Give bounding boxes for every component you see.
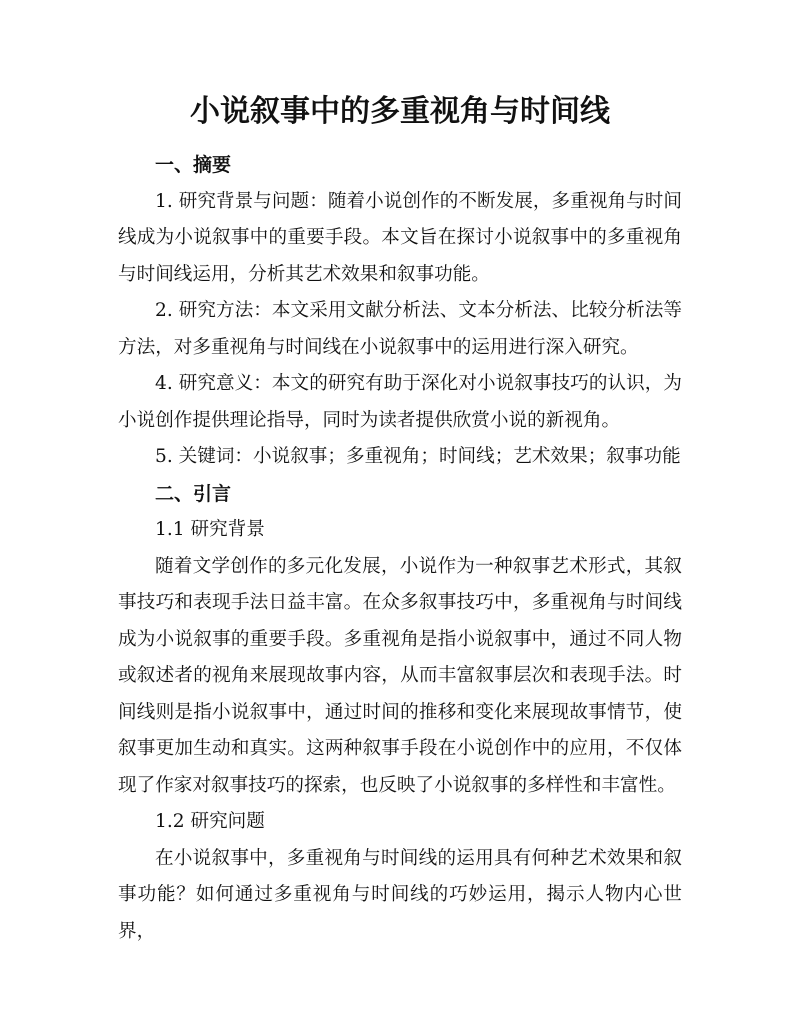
document-body — [118, 147, 682, 950]
abstract-item-background: 1. 研究背景与问题：随着小说创作的不断发展，多重视角与时间线成为小说叙事中的重要手段。本文旨在探讨小说叙事中的多重视角与时间线运用，分析其艺术效果和叙事功能。 — [118, 190, 682, 285]
subsection-heading-question: 1.2 研究问题 — [155, 811, 265, 832]
intro-paragraph-question: 在小说叙事中，多重视角与时间线的运用具有何种艺术效果和叙事功能？如何通过多重视角与时间线的巧妙运用，揭示人物内心世界， — [118, 847, 682, 942]
abstract-item-method: 2. 研究方法：本文采用文献分析法、文本分析法、比较分析法等方法，对多重视角与时间线在小说叙事中的运用进行深入研究。 — [118, 300, 682, 358]
abstract-item-keywords: 5. 关键词：小说叙事；多重视角；时间线；艺术效果；叙事功能 — [155, 446, 681, 467]
intro-paragraph-background: 随着文学创作的多元化发展，小说作为一种叙事艺术形式，其叙事技巧和表现手法日益丰富。在众多叙事技巧中，多重视角与时间线成为小说叙事的重要手段。多重视角是指小说叙事中，通过不同人物或叙述者的视角来展现故事内容，从而丰富叙事层次和表现手法。时间线则是指小说叙事中，通过时间的推移和变化来展现故事情节，使叙事更加生动和真实。这两种叙事手段在小说创作中的应用，不仅体现了作家对叙事技巧的探索，也反映了小说叙事的多样性和丰富性。 — [118, 555, 682, 796]
document-title: 小说叙事中的多重视角与时间线 — [190, 94, 610, 129]
section-heading-intro: 二、引言 — [155, 482, 232, 505]
abstract-item-significance: 4. 研究意义：本文的研究有助于深化对小说叙事技巧的认识，为小说创作提供理论指导，同时为读者提供欣赏小说的新视角。 — [118, 373, 682, 431]
section-heading-abstract: 一、摘要 — [155, 154, 232, 176]
subsection-heading-background: 1.1 研究背景 — [155, 519, 265, 540]
